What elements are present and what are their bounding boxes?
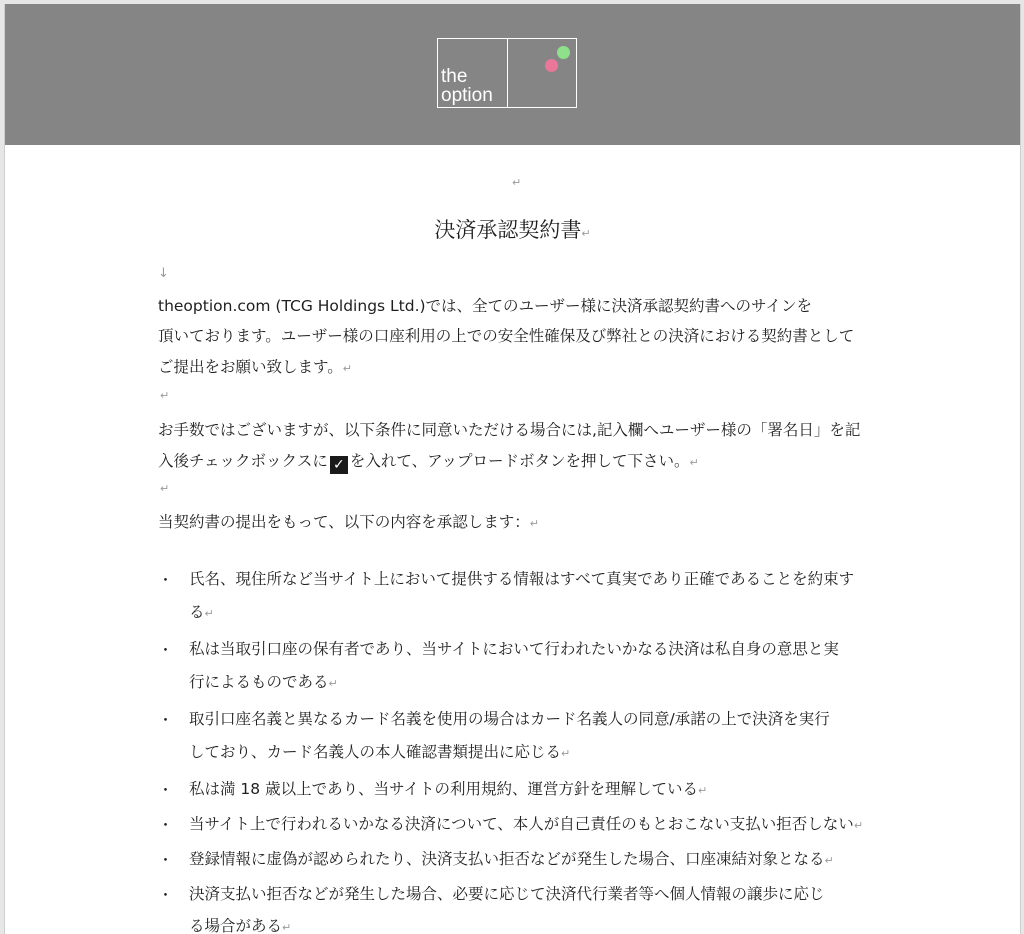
list-item-4-text: 私は満 18 歳以上であり、当サイトの利用規約、運営方針を理解している [189,780,698,798]
bullet-mark: ・ [158,886,174,904]
instruction-line-1: お手数ではございますが、以下条件に同意いただける場合には,記入欄へユーザー様の「署名日」を記 [158,421,861,439]
checkbox-checked-icon: ✓ [330,456,348,474]
header-band [5,4,1020,145]
lead-line [158,512,539,534]
paragraph-mark: ↵ [698,784,708,797]
list-item-7-line-2 [189,916,291,934]
intro-line-1: theoption.com (TCG Holdings Ltd.)では、全てのユーザー様に決済承認契約書へのサインを [158,297,812,315]
paragraph-mark: ↵ [282,921,292,934]
green-dot-icon [557,46,570,59]
title-text: 決済承認契約書 [434,218,582,242]
paragraph-mark: ↵ [824,854,834,867]
logo-text-the: the [441,66,468,87]
theoption-logo [437,38,577,108]
logo-text-option: option [441,85,493,106]
intro-line-3-text: ご提出をお願い致します。 [158,358,343,376]
paragraph-mark: ↵ [853,819,864,832]
document-title [5,216,1020,248]
paragraph-mark: ↵ [581,227,591,240]
list-item-7-line-2-text: る場合がある [189,917,283,934]
line-break-mark: ↓ [158,266,169,281]
list-item-6 [189,849,834,871]
logo-dots-box [508,39,576,107]
intro-line-2: 頂いております。ユーザー様の口座利用の上での安全性確保及び弊社との決済における契約書として [158,327,855,345]
paragraph-mark: ↵ [689,456,699,469]
list-item-7-line-1: 決済支払い拒否などが発生した場合、必要に応じて決済代行業者等へ個人情報の譲歩に応じ [189,885,825,903]
instruction-line-2 [158,451,699,474]
document-page [4,4,1021,934]
bullet-mark: ・ [158,781,174,799]
paragraph-mark: ↵ [342,362,352,375]
pink-dot-icon [545,59,558,72]
instruction-line-2-after: を入れて、アップロードボタンを押して下さい。 [349,452,690,470]
list-item-4 [189,779,707,801]
list-item-3-line-1: 取引口座名義と異なるカード名義を使用の場合はカード名義人の同意/承諾の上で決済を実行 [189,710,830,728]
list-item-2-line-1: 私は当取引口座の保有者であり、当サイトにおいて行われたいかなる決済は私自身の意思と実 [189,640,839,658]
paragraph-mark: ↵ [561,747,571,760]
list-item-5 [189,814,863,836]
list-item-3-line-2 [189,742,570,764]
list-item-1-line-2 [189,602,214,624]
list-item-6-text: 登録情報に虚偽が認められたり、決済支払い拒否などが発生した場合、口座凍結対象となる [189,850,825,868]
bullet-mark: ・ [158,571,174,589]
paragraph-mark: ↵ [328,677,338,690]
intro-line-3 [158,357,352,379]
bullet-mark: ・ [158,851,174,869]
list-item-2-line-2-text: 行によるものである [189,673,329,691]
paragraph-mark: ↵ [529,517,539,530]
bullet-mark: ・ [158,816,174,834]
list-item-1-line-2-text: る [189,603,205,621]
bullet-mark: ・ [158,641,174,659]
paragraph-mark: ↵ [160,389,170,402]
paragraph-mark: ↵ [204,607,214,620]
list-item-2-line-2 [189,672,338,694]
list-item-5-text: 当サイト上で行われるいかなる決済について、本人が自己責任のもとおこない支払い拒否しない [189,815,854,833]
bullet-mark: ・ [158,711,174,729]
list-item-1-line-1: 氏名、現住所など当サイト上において提供する情報はすべて真実であり正確であることを約束す [189,570,855,588]
lead-text: 当契約書の提出をもって、以下の内容を承認します： [158,513,530,531]
paragraph-mark: ↵ [512,176,522,189]
instruction-line-2-before: 入後チェックボックスに [158,452,328,470]
paragraph-mark: ↵ [160,482,170,495]
logo-text-box [438,39,508,107]
list-item-3-line-2-text: しており、カード名義人の本人確認書類提出に応じる [189,743,562,761]
